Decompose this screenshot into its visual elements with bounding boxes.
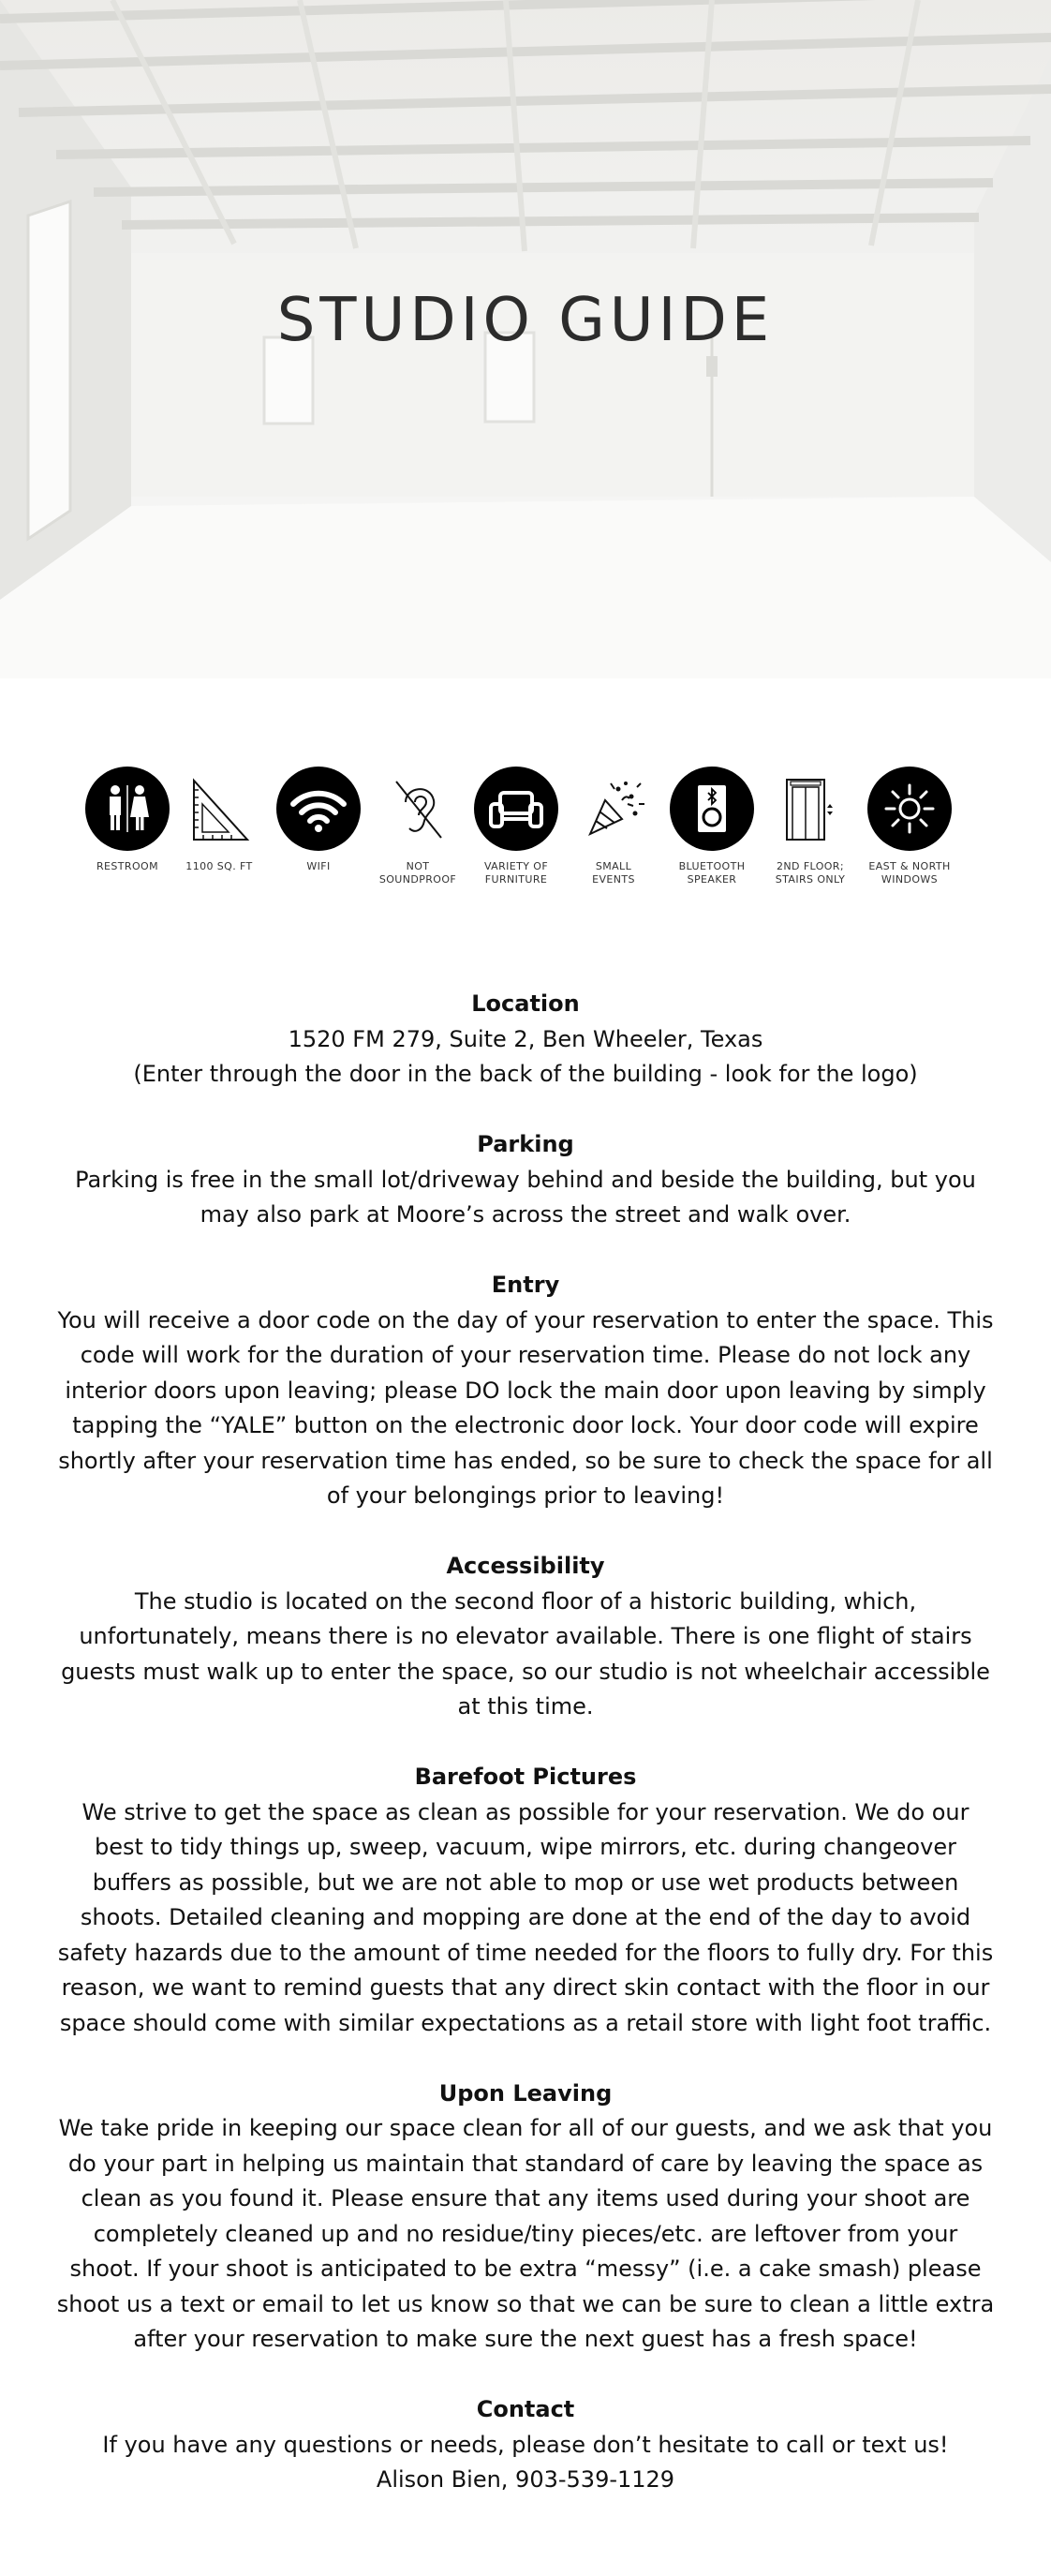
amenity-label: 2ND FLOOR; STAIRS ONLY	[775, 860, 846, 886]
guide-content	[56, 987, 995, 2533]
page-title: STUDIO GUIDE	[276, 286, 775, 355]
not-soundproof-ear-icon	[376, 767, 460, 851]
location-note: (Enter through the door in the back of the building - look for the logo)	[133, 1061, 918, 1087]
section-body: Parking is free in the small lot/driveway behind and beside the building, but you may also park at Moore’s across the street and walk over.	[75, 1166, 976, 1228]
amenity-stairs-only	[759, 767, 862, 886]
contact-message: If you have any questions or needs, please don’t hesitate to call or text us!	[102, 2431, 949, 2458]
amenity-furniture	[465, 767, 568, 886]
section-location	[56, 987, 995, 1093]
restroom-icon	[85, 767, 170, 851]
amenity-label: 1100 SQ. FT	[185, 860, 253, 872]
amenity-small-events	[562, 767, 665, 886]
section-entry	[56, 1268, 995, 1514]
amenity-wifi	[267, 767, 370, 873]
ruler-triangle-icon	[177, 767, 261, 851]
amenity-label: VARIETY OF FURNITURE	[483, 860, 549, 886]
section-parking	[56, 1127, 995, 1233]
location-address: 1520 FM 279, Suite 2, Ben Wheeler, Texas	[288, 1025, 763, 1052]
sun-icon	[867, 767, 952, 851]
amenity-label: BLUETOOTH SPEAKER	[678, 860, 746, 886]
amenity-label: WIFI	[306, 860, 331, 872]
amenity-not-soundproof	[366, 767, 469, 886]
bluetooth-speaker-icon	[670, 767, 754, 851]
section-accessibility	[56, 1549, 995, 1725]
section-body: The studio is located on the second floor of a historic building, which, unfortunately, means there is no elevator available. There is one flight of stairs guests must walk up to enter the space, so our studio is not wheelchair accessible at this time.	[61, 1587, 990, 1720]
elevator-icon	[768, 767, 852, 851]
section-heading: Location	[471, 990, 580, 1017]
amenity-square-footage	[168, 767, 271, 873]
amenity-label: NOT SOUNDPROOF	[378, 860, 457, 886]
party-popper-icon	[571, 767, 656, 851]
sofa-icon	[474, 767, 558, 851]
amenities-row	[82, 767, 969, 898]
section-heading: Entry	[491, 1272, 560, 1298]
amenity-speaker	[660, 767, 763, 886]
section-contact	[56, 2392, 995, 2498]
hero-banner	[0, 0, 1051, 678]
section-heading: Accessibility	[446, 1553, 605, 1579]
section-barefoot-pictures	[56, 1760, 995, 2041]
section-heading: Barefoot Pictures	[414, 1764, 637, 1790]
section-body: We take pride in keeping our space clean for all of our guests, and we ask that you do your part in helping us maintain that standard of care by leaving the space as clean as you found it. Please ensure that any items used during your shoot are completely cleaned up and no residue/tiny pieces/etc. are leftover from your shoot. If your shoot is anticipated to be extra “messy” (i.e. a cake smash) please shoot us a text or email to let us know so that we can be sure to clean a little extra after your reservation to make sure the next guest has a fresh space!	[56, 2115, 995, 2352]
section-heading: Contact	[476, 2396, 575, 2422]
section-upon-leaving	[56, 2077, 995, 2358]
section-body: You will receive a door code on the day of your reservation to enter the space. This code will work for the duration of your reservation time. Please do not lock any interior doors upon leaving; please DO lock the main door upon leaving by simply tapping the “YALE” button on the electronic door lock. Your door code will expire shortly after your reservation time has ended, so be sure to check the space for all of your belongings prior to leaving!	[57, 1306, 994, 1509]
section-heading: Parking	[477, 1131, 574, 1157]
amenity-label: RESTROOM	[96, 860, 158, 872]
wifi-icon	[276, 767, 361, 851]
contact-phone[interactable]: Alison Bien, 903-539-1129	[376, 2466, 675, 2493]
section-heading: Upon Leaving	[438, 2079, 613, 2107]
amenity-restroom	[76, 767, 179, 873]
amenity-windows	[858, 767, 961, 886]
amenity-label: SMALL EVENTS	[592, 860, 635, 886]
amenity-label: EAST & NORTH WINDOWS	[868, 860, 951, 886]
section-body: We strive to get the space as clean as possible for your reservation. We do our best to tidy things up, sweep, vacuum, wipe mirrors, etc. during changeover buffers as possible, but we are not able to mop or use wet products between shoots. Detailed cleaning and mopping are done at the end of the day to avoid safety hazards due to the amount of time needed for the floors to fully dry. For this reason, we want to remind guests that any direct skin contact with the floor in our space should come with similar expectations as a retail store with light foot traffic.	[57, 1798, 994, 2036]
